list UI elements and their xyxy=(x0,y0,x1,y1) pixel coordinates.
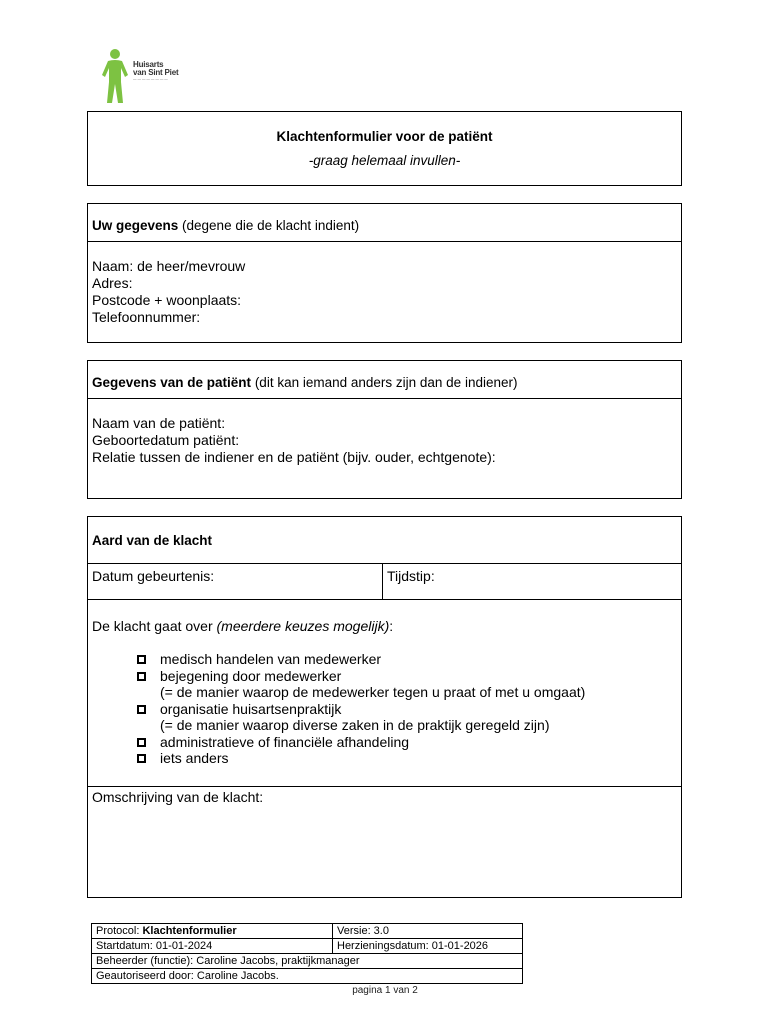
logo-text xyxy=(133,61,178,82)
option-label: medisch handelen van medewerker xyxy=(160,651,382,667)
startdatum-cell: Startdatum: 01-01-2024 xyxy=(92,939,333,954)
section-patient-gegevens xyxy=(87,360,682,499)
protocol-label: Protocol: xyxy=(96,925,143,937)
klacht-intro xyxy=(92,618,681,634)
field-geboortedatum[interactable]: Geboortedatum patiënt: xyxy=(92,432,240,448)
section-heading xyxy=(88,204,681,242)
field-telefoon[interactable]: Telefoonnummer: xyxy=(92,309,201,325)
datum-tijd-row xyxy=(88,564,681,600)
heading-bold: Gegevens van de patiënt xyxy=(92,375,252,390)
heading-rest: (degene die de klacht indient) xyxy=(178,218,360,233)
option-note xyxy=(92,717,681,734)
geautoriseerd-cell: Geautoriseerd door: Caroline Jacobs. xyxy=(92,969,523,984)
option-label: organisatie huisartsenpraktijk xyxy=(160,700,342,717)
heading-bold: Aard van de klacht xyxy=(92,533,213,548)
field-datum-gebeurtenis[interactable]: Datum gebeurtenis: xyxy=(88,564,383,599)
heading-rest: (dit kan iemand anders zijn dan de indiener) xyxy=(251,375,518,390)
section-uw-gegevens xyxy=(87,203,682,343)
protocol-value: Klachtenformulier xyxy=(142,925,237,937)
section-heading xyxy=(88,361,681,399)
field-tijdstip[interactable]: Tijdstip: xyxy=(387,568,435,584)
field-relatie[interactable]: Relatie tussen de indiener en de patiënt (bijv. ouder, echtgenote): xyxy=(92,449,496,465)
heading-bold: Uw gegevens xyxy=(92,218,179,233)
section-fields xyxy=(88,242,681,326)
versie-cell: Versie: 3.0 xyxy=(333,924,523,939)
form-title-box xyxy=(87,111,682,186)
checkbox-icon[interactable] xyxy=(137,738,146,747)
document-control-table xyxy=(91,923,523,984)
spacer xyxy=(137,688,146,697)
form-title: Klachtenformulier voor de patiënt xyxy=(276,129,493,144)
option-iets-anders[interactable] xyxy=(92,750,681,767)
logo-subline: — — — — — — — — xyxy=(133,77,168,81)
spacer xyxy=(137,721,146,730)
option-note-text: (= de manier waarop de medewerker tegen u praat of met u omgaat) xyxy=(160,684,586,700)
logo-name-line1: Huisarts xyxy=(133,60,164,69)
option-organisatie[interactable] xyxy=(92,701,681,718)
intro-italic: (meerdere keuzes mogelijk) xyxy=(216,618,390,634)
field-naam-patient[interactable]: Naam van de patiënt: xyxy=(92,415,226,431)
field-naam[interactable]: Naam: de heer/mevrouw xyxy=(92,258,246,274)
field-postcode[interactable]: Postcode + woonplaats: xyxy=(92,292,242,308)
option-medisch[interactable] xyxy=(92,651,681,668)
option-note-text: (= de manier waarop diverse zaken in de praktijk geregeld zijn) xyxy=(160,717,550,733)
section-heading xyxy=(88,517,681,564)
form-subtitle: -graag helemaal invullen- xyxy=(308,153,461,168)
checkbox-icon[interactable] xyxy=(137,754,146,763)
checkbox-icon[interactable] xyxy=(137,705,146,714)
section-fields xyxy=(88,399,681,466)
klacht-options xyxy=(88,600,681,787)
checkbox-icon[interactable] xyxy=(137,655,146,664)
beheerder-cell: Beheerder (functie): Caroline Jacobs, praktijkmanager xyxy=(92,954,523,969)
field-omschrijving[interactable]: Omschrijving van de klacht: xyxy=(92,789,264,805)
option-label: bejegening door medewerker xyxy=(160,667,342,684)
herzieningsdatum-cell: Herzieningsdatum: 01-01-2026 xyxy=(333,939,523,954)
intro-end: : xyxy=(389,618,394,634)
logo-name-line2: van Sint Piet xyxy=(133,68,179,77)
section-aard-klacht xyxy=(87,516,682,898)
intro-text: De klacht gaat over xyxy=(92,618,217,634)
protocol-cell xyxy=(92,924,333,939)
option-label: administratieve of financiële afhandeling xyxy=(160,733,410,750)
practice-logo xyxy=(98,48,188,106)
option-label: iets anders xyxy=(160,750,229,766)
option-bejegening[interactable] xyxy=(92,668,681,685)
field-adres[interactable]: Adres: xyxy=(92,275,133,291)
option-administratief[interactable] xyxy=(92,734,681,751)
option-note xyxy=(92,684,681,701)
person-figure-icon xyxy=(98,48,132,106)
checkbox-icon[interactable] xyxy=(137,672,146,681)
page-number: pagina 1 van 2 xyxy=(352,985,418,996)
